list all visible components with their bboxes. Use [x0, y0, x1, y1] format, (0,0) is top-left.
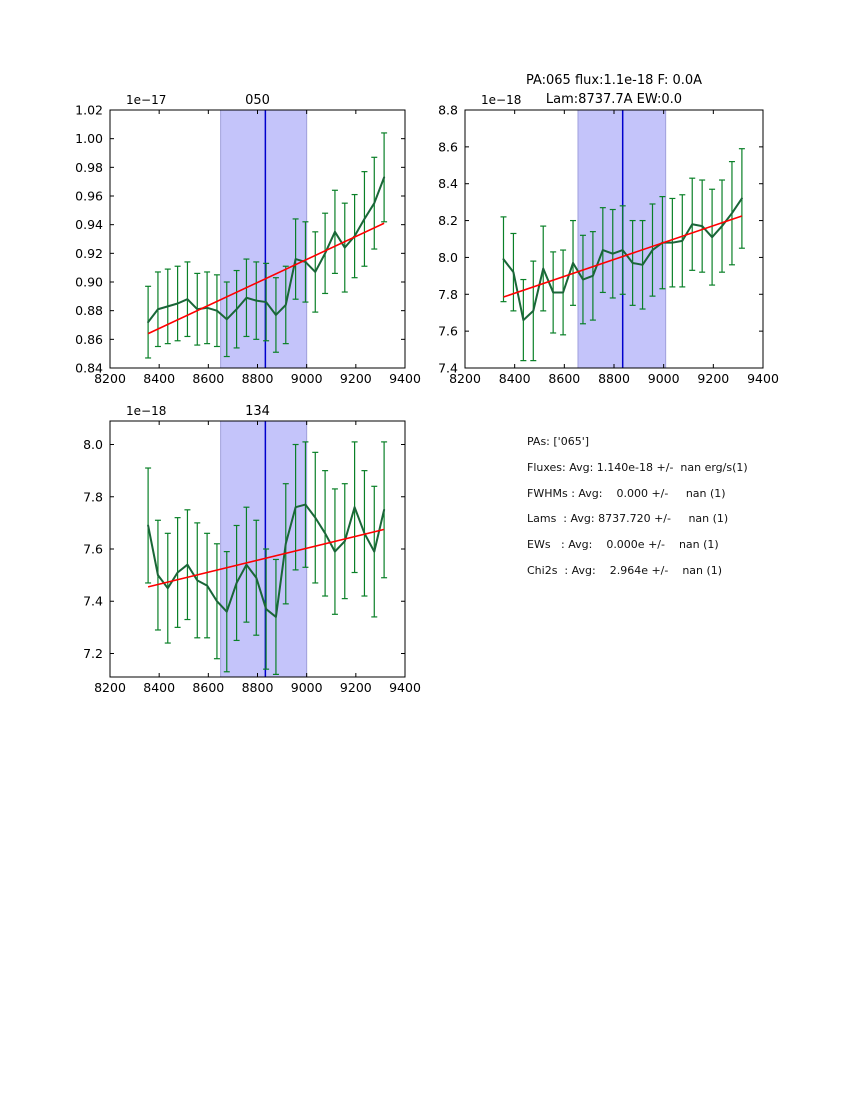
y-tick-label: 7.4: [83, 593, 103, 609]
chart-pa065: [438, 73, 779, 386]
y-tick-label: 0.96: [75, 188, 103, 204]
y-tick-label: 7.6: [438, 323, 458, 339]
x-tick-label: 8600: [548, 371, 581, 386]
x-tick-label: 9200: [697, 371, 730, 386]
y-tick-label: 8.8: [438, 102, 458, 118]
y-tick-label: 1.00: [75, 131, 103, 147]
y-tick-label: 7.6: [83, 541, 103, 557]
axis-offset-label: 1e−18: [126, 404, 167, 418]
x-tick-label: 8400: [143, 680, 176, 695]
y-tick-label: 1.02: [75, 102, 103, 118]
x-tick-label: 8800: [598, 371, 630, 386]
stats-line-lams: Lams : Avg: 8737.720 +/- nan (1): [527, 512, 729, 526]
x-tick-label: 9000: [290, 371, 323, 386]
chart-050: [75, 93, 421, 386]
y-tick-label: 7.8: [438, 286, 458, 302]
chart-134: [83, 404, 421, 695]
y-tick-label: 0.94: [75, 217, 103, 233]
stats-line-chi2s: Chi2s : Avg: 2.964e +/- nan (1): [527, 563, 723, 577]
x-tick-label: 8200: [449, 371, 481, 386]
x-tick-label: 9400: [747, 371, 779, 386]
chart-title: PA:065 flux:1.1e-18 F: 0.0A: [525, 73, 703, 88]
stats-line-fwhms: FWHMs : Avg: 0.000 +/- nan (1): [527, 486, 726, 500]
stats-line-ews: EWs : Avg: 0.000e +/- nan (1): [527, 538, 719, 552]
y-tick-label: 0.84: [75, 360, 103, 376]
x-tick-label: 8400: [143, 371, 176, 386]
y-tick-label: 0.86: [75, 331, 103, 347]
y-tick-label: 0.98: [75, 159, 103, 175]
stats-line-pas: PAs: ['065']: [527, 435, 590, 448]
x-tick-label: 9400: [389, 680, 421, 695]
y-tick-label: 8.0: [83, 437, 103, 453]
y-tick-label: 8.0: [438, 249, 458, 265]
chart-title: Lam:8737.7A EW:0.0: [545, 92, 683, 107]
x-tick-label: 8600: [192, 680, 225, 695]
chart-title: 050: [245, 93, 270, 108]
y-tick-label: 8.2: [438, 213, 458, 229]
y-tick-label: 7.8: [83, 489, 103, 505]
chart-title: 134: [245, 404, 270, 419]
stats-block: [527, 429, 748, 584]
x-tick-label: 8200: [94, 680, 126, 695]
axis-offset-label: 1e−18: [481, 93, 522, 107]
x-tick-label: 8400: [498, 371, 531, 386]
y-tick-label: 0.92: [75, 245, 103, 261]
y-tick-label: 0.90: [75, 274, 103, 290]
y-tick-label: 8.6: [438, 139, 458, 155]
highlight-span: [221, 110, 307, 368]
x-tick-label: 9000: [290, 680, 323, 695]
x-tick-label: 8600: [192, 371, 225, 386]
x-tick-label: 8800: [241, 680, 274, 695]
axis-offset-label: 1e−17: [126, 93, 167, 107]
x-tick-label: 9200: [339, 680, 372, 695]
y-tick-label: 8.4: [438, 176, 458, 192]
x-tick-label: 8800: [241, 371, 274, 386]
x-tick-label: 9200: [339, 371, 372, 386]
stats-line-fluxes: Fluxes: Avg: 1.140e-18 +/- nan erg/s(1): [527, 460, 748, 474]
y-tick-label: 7.2: [83, 645, 103, 661]
x-tick-label: 9400: [389, 371, 421, 386]
x-tick-label: 8200: [94, 371, 126, 386]
x-tick-label: 9000: [647, 371, 680, 386]
y-tick-label: 7.4: [438, 360, 458, 376]
y-tick-label: 0.88: [75, 303, 103, 319]
